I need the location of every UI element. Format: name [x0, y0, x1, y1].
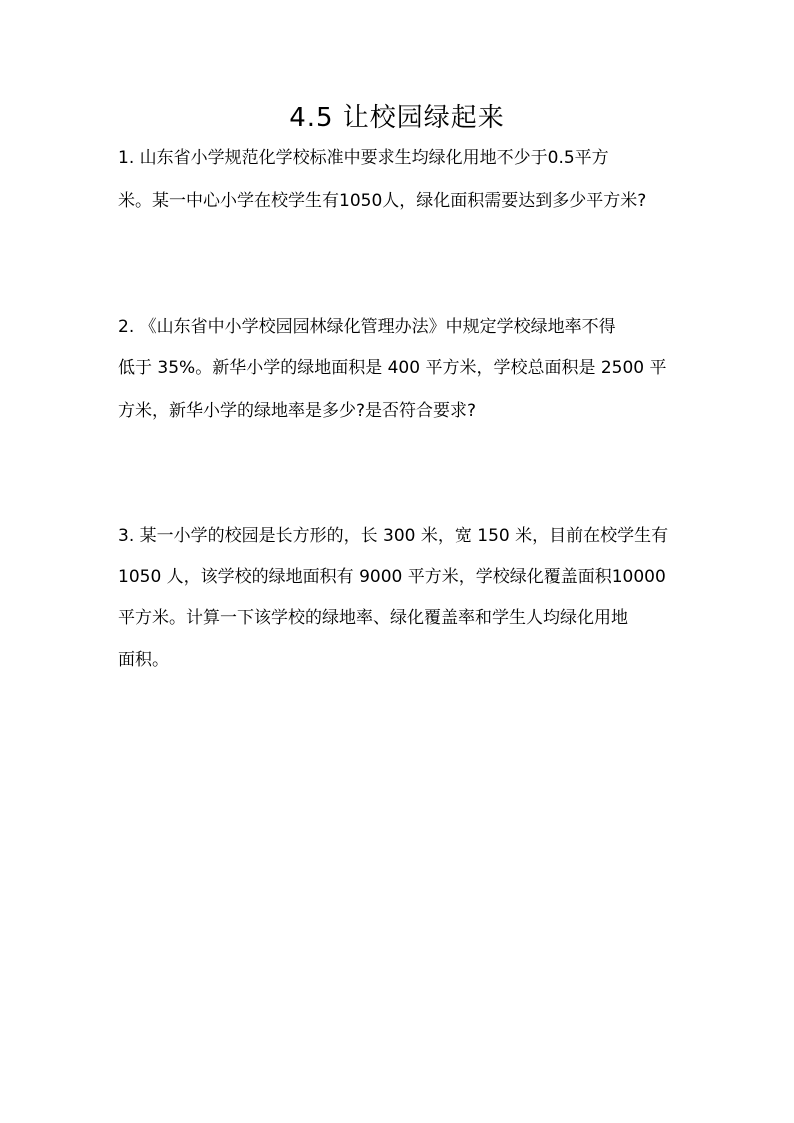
question-3-line-2: 1050 人，该学校的绿地面积有 9000 平方米，学校绿化覆盖面积10000 [118, 567, 666, 587]
question-2-line-1: 2. 《山东省中小学校园园林绿化管理办法》中规定学校绿地率不得 [118, 317, 616, 337]
question-1-line-1: 1. 山东省小学规范化学校标准中要求生均绿化用地不少于0.5平方 [118, 148, 609, 168]
question-3-line-1: 3. 某一小学的校园是长方形的，长 300 米，宽 150 米，目前在校学生有 [118, 526, 669, 546]
question-2-line-2: 低于 35%。新华小学的绿地面积是 400 平方米，学校总面积是 2500 平 [118, 358, 667, 378]
question-3-line-4: 面积。 [118, 650, 169, 670]
question-2-line-3: 方米，新华小学的绿地率是多少?是否符合要求? [118, 401, 477, 421]
question-1-line-2: 米。某一中心小学在校学生有1050人，绿化面积需要达到多少平方米? [118, 191, 647, 211]
question-3-line-3: 平方米。计算一下该学校的绿地率、绿化覆盖率和学生人均绿化用地 [118, 608, 628, 628]
page-title: 4.5 让校园绿起来 [289, 103, 505, 133]
